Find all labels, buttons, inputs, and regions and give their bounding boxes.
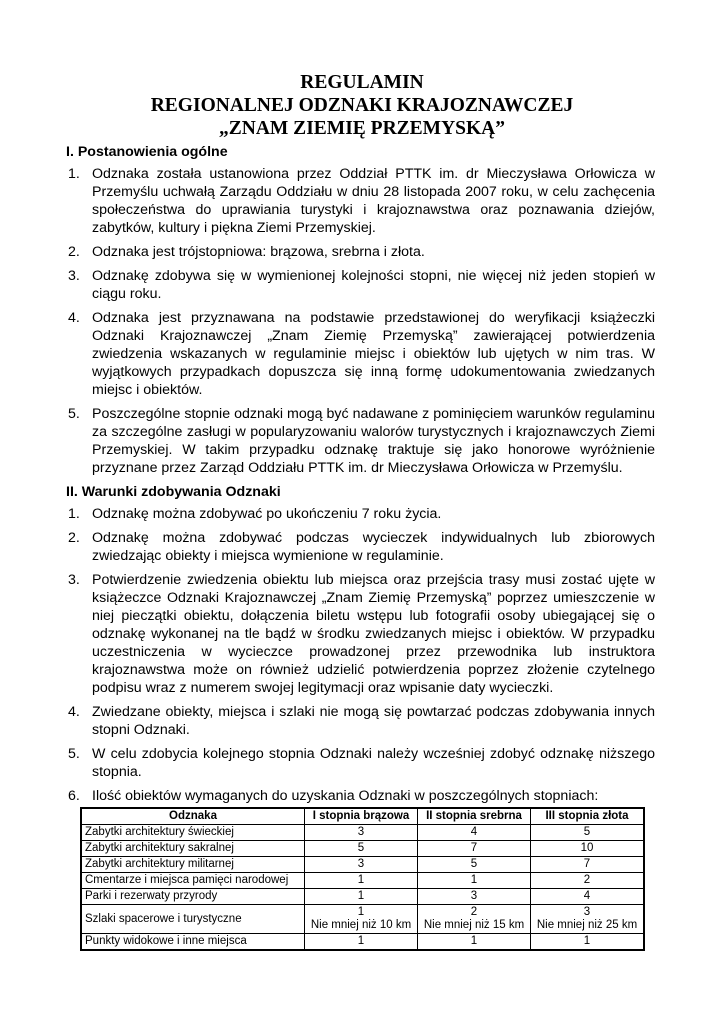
item-text: Odznakę można zdobywać po ukończeniu 7 roku życia. (92, 506, 442, 522)
cell-count: 2 (470, 906, 478, 918)
list-item (66, 243, 655, 261)
row-label: Zabytki architektury świeckiej (81, 825, 305, 841)
list-item (66, 529, 655, 565)
table-row (81, 889, 644, 905)
list-item (66, 309, 655, 399)
cell-value: 5 (418, 857, 531, 873)
column-header: I stopnia brązowa (305, 808, 418, 825)
row-label: Parki i rezerwaty przyrody (81, 889, 305, 905)
table-row (81, 934, 644, 951)
cell-value: 3 (305, 857, 418, 873)
item-number: 1. (68, 166, 80, 182)
column-header: III stopnia złota (531, 808, 645, 825)
list-item (66, 703, 655, 739)
item-number: 2. (68, 530, 80, 546)
table-row (81, 873, 644, 889)
requirements-table (80, 807, 645, 951)
document-title (0, 71, 724, 140)
item-number: 6. (68, 788, 80, 804)
cell-value: 3 (418, 889, 531, 905)
item-text: Odznaka jest przyznawana na podstawie przedstawionej do weryfikacji książeczki Odznaki Krajoznawczej „Znam Ziemię Przemyską” zawierającej potwierdzenia zwiedzenia wskazanych w regulaminie miejsc i obiektów lub ujętych w nim tras. W wyjątkowych przypadkach dopuszcza się inną formę udokumentowania zwiedzanych miejsc i obiektów. (92, 310, 655, 398)
list-item (66, 505, 655, 523)
cell-value: 1 (418, 873, 531, 889)
item-number: 3. (68, 268, 80, 284)
item-text: Odznaka została ustanowiona przez Oddział PTTK im. dr Mieczysława Orłowicza w Przemyślu uchwałą Zarządu Oddziału w dniu 28 listopada 2007 roku, w celu zachęcenia społeczeństwa do uprawiania turystyki i krajoznawstwa oraz poznawania dziejów, zabytków, kultury i piękna Ziemi Przemyskiej. (92, 166, 655, 236)
list-item (66, 267, 655, 303)
list-item (66, 787, 655, 805)
list-item (66, 165, 655, 237)
item-number: 2. (68, 244, 80, 260)
cell-value: 7 (531, 857, 645, 873)
table-row (81, 825, 644, 841)
row-label: Szlaki spacerowe i turystyczne (81, 905, 305, 934)
cell-value: 2 (531, 873, 645, 889)
cell-note: Nie mniej niż 15 km (423, 919, 525, 931)
title-line-2: REGIONALNEJ ODZNAKI KRAJOZNAWCZEJ (150, 95, 574, 116)
row-label: Zabytki architektury militarnej (81, 857, 305, 873)
item-text: Ilość obiektów wymaganych do uzyskania Odznaki w poszczególnych stopniach: (92, 788, 599, 804)
item-text: Potwierdzenie zwiedzenia obiektu lub miejsca oraz przejścia trasy musi zostać ujęte w książeczce Odznaki Krajoznawczej „Znam Ziemię Przemyską” poprzez umieszczenie w niej pieczątki obiektu, dołączenia biletu wstępu lub fotografii osoby ubiegającej się o odznakę wykonanej na tle bądź w środku zwiedzanych miejsc i obiektów. W przypadku uczestniczenia w wycieczce prowadzonej przez przewodnika lub instruktora krajoznawstwa może on również udzielić potwierdzenia poprzez złożenie czytelnego podpisu wraz z numerem swojej legitymacji oraz wpisanie daty wycieczki. (92, 572, 655, 696)
cell-value: 10 (531, 841, 645, 857)
cell-value: 5 (305, 841, 418, 857)
section-1-list (66, 165, 655, 477)
cell-value: 1 (305, 934, 418, 951)
row-label: Cmentarze i miejsca pamięci narodowej (81, 873, 305, 889)
item-number: 1. (68, 506, 80, 522)
item-number: 4. (68, 704, 80, 720)
item-text: Odznaka jest trójstopniowa: brązowa, srebrna i złota. (92, 244, 425, 260)
cell-value: 4 (531, 889, 645, 905)
item-text: Odznakę zdobywa się w wymienionej kolejności stopni, nie więcej niż jeden stopień w ciągu roku. (92, 268, 655, 302)
cell-value (418, 905, 531, 934)
cell-value: 1 (418, 934, 531, 951)
cell-value (305, 905, 418, 934)
row-label: Zabytki architektury sakralnej (81, 841, 305, 857)
item-number: 4. (68, 310, 80, 326)
cell-value: 7 (418, 841, 531, 857)
list-item (66, 405, 655, 477)
list-item (66, 745, 655, 781)
cell-value: 1 (531, 934, 645, 951)
table-row (81, 841, 644, 857)
table-row (81, 857, 644, 873)
cell-value: 3 (305, 825, 418, 841)
table-row (81, 905, 644, 934)
cell-value: 5 (531, 825, 645, 841)
cell-note: Nie mniej niż 10 km (310, 919, 412, 931)
item-text: Zwiedzane obiekty, miejsca i szlaki nie mogą się powtarzać podczas zdobywania innych stopni Odznaki. (92, 704, 655, 738)
item-text: Poszczególne stopnie odznaki mogą być nadawane z pominięciem warunków regulaminu za szczególne zasługi w popularyzowaniu walorów turystycznych i krajoznawczych Ziemi Przemyskiej. W takim przypadku odznakę traktuje się jako honorowe wyróżnienie przyznane przez Zarząd Oddziału PTTK im. dr Mieczysława Orłowicza w Przemyślu. (92, 406, 655, 476)
item-number: 5. (68, 406, 80, 422)
cell-value: 4 (418, 825, 531, 841)
cell-value: 1 (305, 873, 418, 889)
cell-count: 1 (357, 906, 365, 918)
title-line-3: „ZNAM ZIEMIĘ PRZEMYSKĄ” (218, 118, 506, 139)
title-line-1: REGULAMIN (300, 72, 424, 93)
section-1-heading: I. Postanowienia ogólne (66, 144, 228, 160)
cell-note: Nie mniej niż 25 km (536, 919, 638, 931)
list-item (66, 571, 655, 697)
table-header-row (81, 808, 644, 825)
cell-value: 1 (305, 889, 418, 905)
item-number: 5. (68, 746, 80, 762)
section-2-list (66, 505, 655, 805)
column-header: II stopnia srebrna (418, 808, 531, 825)
cell-count: 3 (583, 906, 591, 918)
item-number: 3. (68, 572, 80, 588)
row-label: Punkty widokowe i inne miejsca (81, 934, 305, 951)
cell-value (531, 905, 645, 934)
item-text: W celu zdobycia kolejnego stopnia Odznaki należy wcześniej zdobyć odznakę niższego stopnia. (92, 746, 655, 780)
document-body (66, 143, 655, 951)
section-2-heading: II. Warunki zdobywania Odznaki (66, 484, 281, 500)
column-header: Odznaka (81, 808, 305, 825)
item-text: Odznakę można zdobywać podczas wycieczek indywidualnych lub zbiorowych zwiedzając obiekty i miejsca wymienione w regulaminie. (92, 530, 655, 564)
